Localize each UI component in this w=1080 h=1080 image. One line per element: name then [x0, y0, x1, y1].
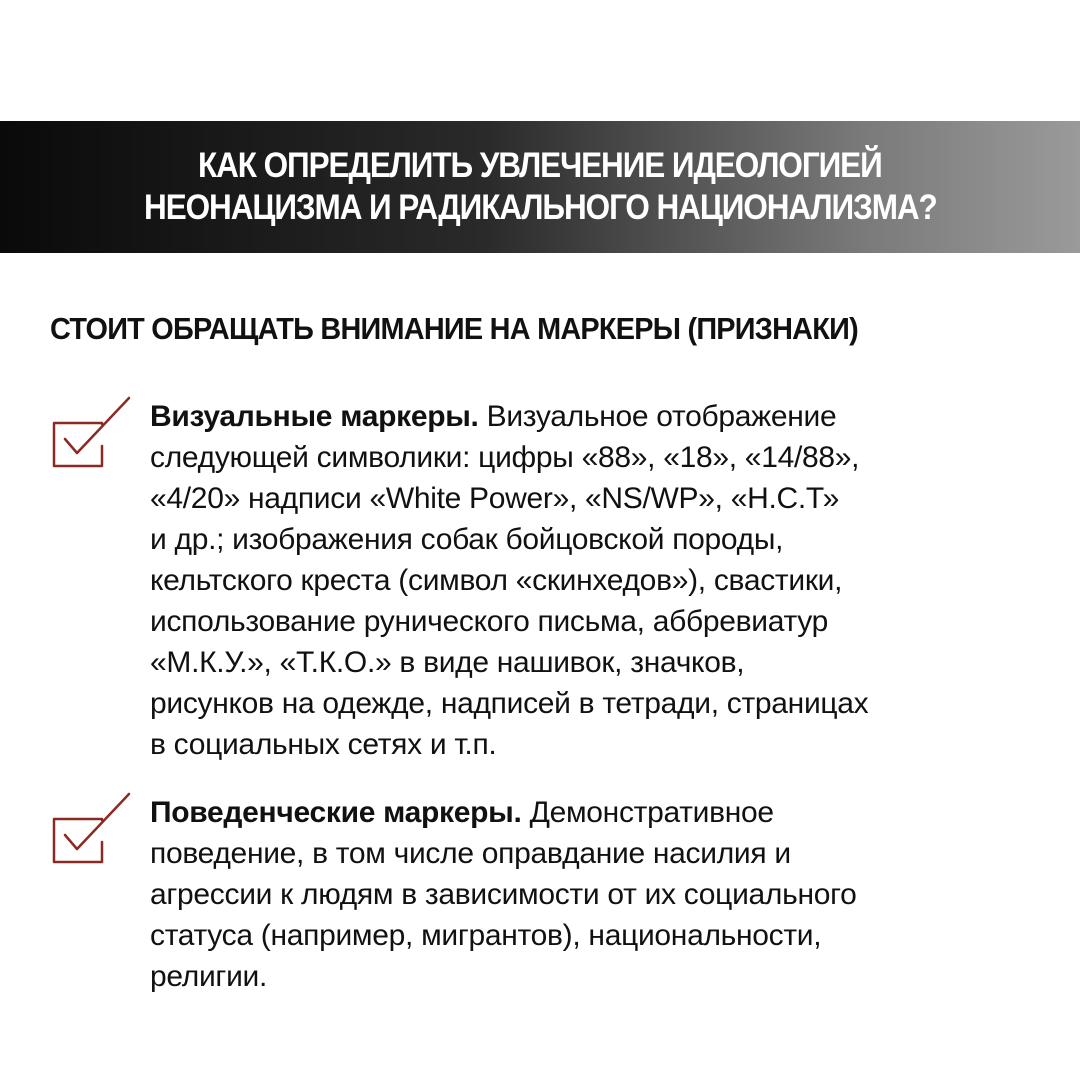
marker-line — [150, 792, 1030, 833]
marker-line: «4/20» надписи «White Power», «NS/WP», «Н.С.Т» — [150, 482, 839, 515]
banner-title-line-2: НЕОНАЦИЗМА И РАДИКАЛЬНОГО НАЦИОНАЛИЗМА? — [143, 188, 937, 227]
marker-line: статуса (например, мигрантов), национальности, — [150, 919, 822, 952]
marker-line: религии. — [150, 960, 268, 993]
marker-line: и др.; изображения собак бойцовской породы, — [150, 523, 784, 556]
marker-line: следующей символики: цифры «88», «18», «14/88», — [150, 441, 860, 474]
marker-line: кельтского креста (символ «скинхедов»), свастики, — [150, 564, 843, 597]
marker-text — [150, 792, 1030, 997]
marker-line: «М.К.У.», «Т.К.О.» в виде нашивок, значков, — [150, 646, 745, 679]
marker-line: рисунков на одежде, надписей в тетради, страницах — [150, 687, 869, 720]
marker-line: использование рунического письма, аббревиатур — [150, 605, 829, 638]
marker-title: Поведенческие маркеры. — [150, 796, 522, 829]
checkbox-check-icon — [50, 792, 132, 874]
banner-title-line-1: КАК ОПРЕДЕЛИТЬ УВЛЕЧЕНИЕ ИДЕОЛОГИЕЙ — [198, 146, 882, 185]
marker-description: Визуальное отображение — [478, 400, 837, 433]
marker-description: Демонстративное — [521, 796, 774, 829]
checkbox-check-icon — [50, 396, 132, 478]
marker-text — [150, 396, 1030, 765]
marker-line: поведение, в том числе оправдание насилия и — [150, 837, 791, 870]
marker-line — [150, 396, 1030, 437]
title-banner — [0, 121, 1080, 253]
marker-line: в социальных сетях и т.п. — [150, 728, 497, 761]
marker-line: агрессии к людям в зависимости от их социального — [150, 878, 857, 911]
section-heading: СТОИТ ОБРАЩАТЬ ВНИМАНИЕ НА МАРКЕРЫ (ПРИЗНАКИ) — [50, 311, 858, 346]
marker-title: Визуальные маркеры. — [150, 400, 479, 433]
